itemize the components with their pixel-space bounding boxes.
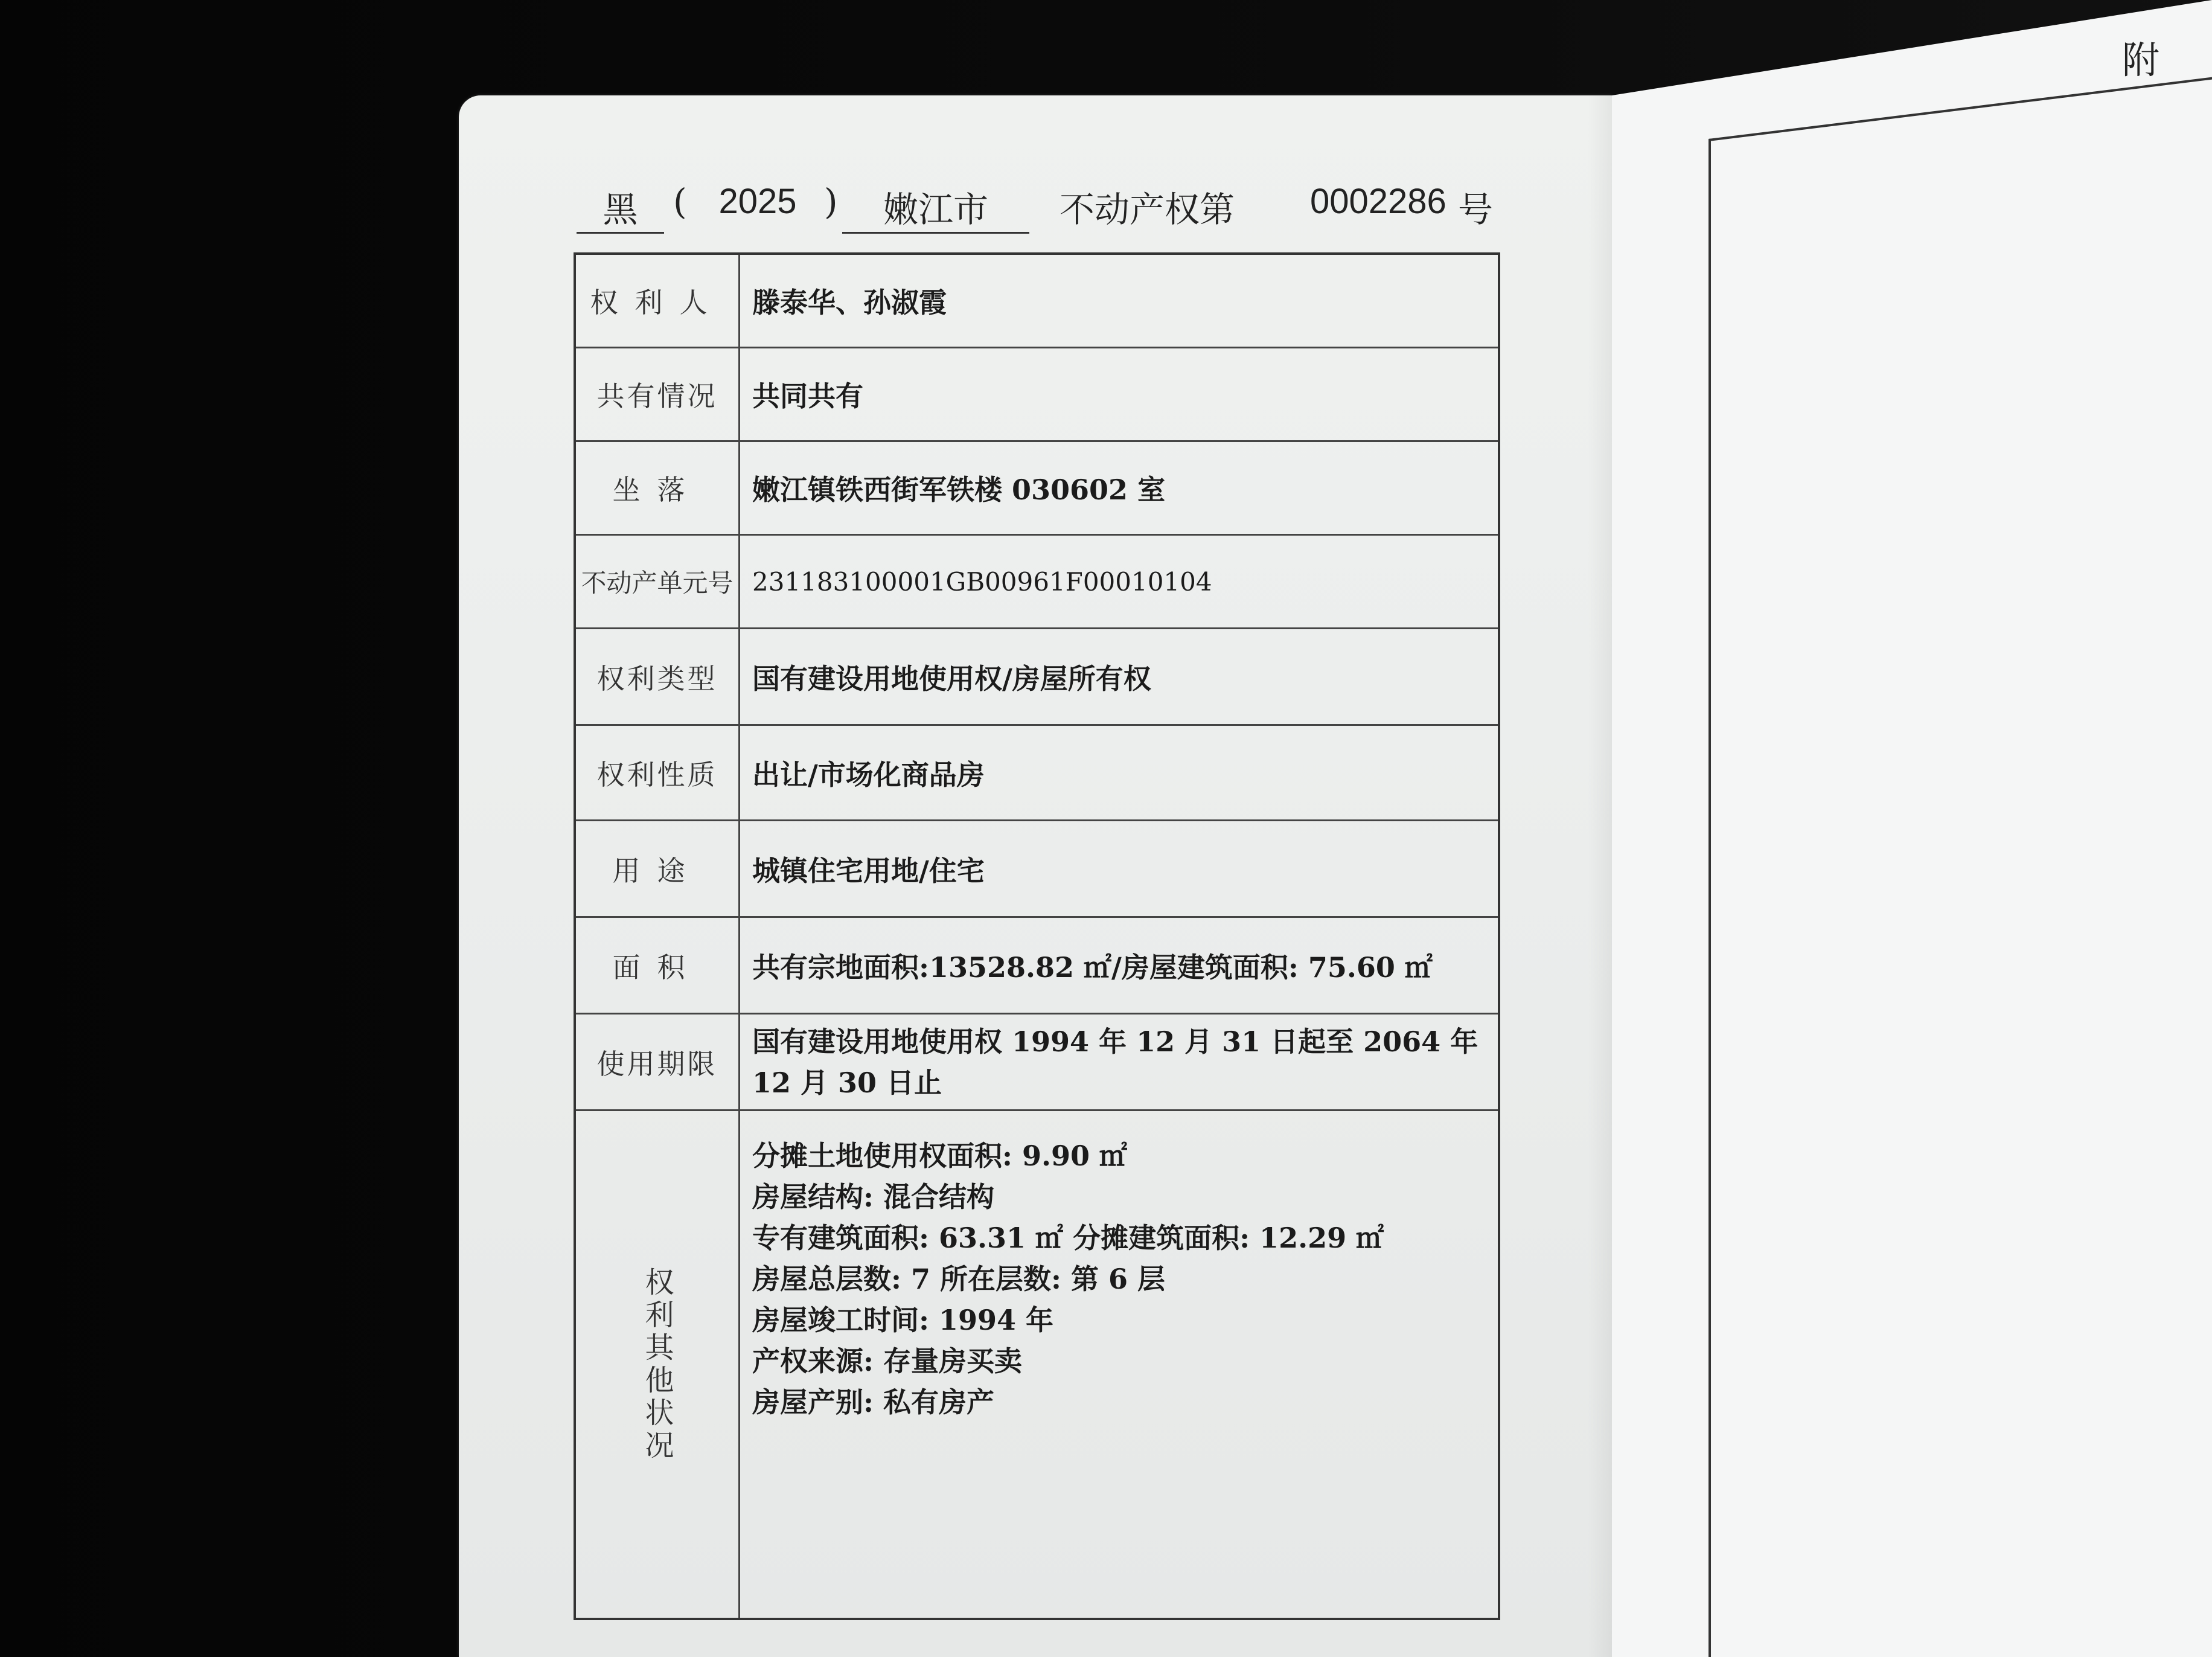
header-cert-number: 0002286 — [1310, 182, 1446, 221]
row-value: 231183100001GB00961F00010104 — [752, 566, 1212, 597]
row-label: 共有情况 — [576, 348, 740, 440]
row-value: 嫩江镇铁西街军铁楼 030602 室 — [752, 473, 1166, 506]
row-label: 权利其他状况 — [576, 1111, 740, 1618]
row-value: 滕泰华、孙淑霞 — [752, 286, 947, 319]
row-label: 用途 — [576, 821, 740, 916]
row-value: 国有建设用地使用权/房屋所有权 — [752, 662, 1151, 695]
row-right-type — [576, 629, 1498, 726]
row-value: 城镇住宅用地/住宅 — [752, 854, 985, 887]
row-label: 使用期限 — [576, 1014, 740, 1109]
row-value: 国有建设用地使用权 1994 年 12 月 31 日起至 2064 年 12 月 30 日止 — [752, 1025, 1478, 1099]
other-line: 房屋产别: 私有房产 — [752, 1386, 994, 1418]
right-page-corner-text: 附 — [2122, 38, 2160, 82]
row-co-ownership — [576, 348, 1498, 442]
row-label: 不动产单元号 — [576, 536, 740, 627]
other-line: 房屋总层数: 7 所在层数: 第 6 层 — [752, 1263, 1166, 1295]
row-unit-number — [576, 536, 1498, 629]
row-value: 出让/市场化商品房 — [752, 758, 985, 791]
row-label: 权利类型 — [576, 629, 740, 724]
header-paren-close: ) — [824, 181, 838, 222]
row-area — [576, 918, 1498, 1014]
other-line: 房屋竣工时间: 1994 年 — [752, 1304, 1054, 1336]
row-right-holder — [576, 255, 1498, 348]
row-location — [576, 442, 1498, 536]
row-label: 坐落 — [576, 442, 740, 534]
header-cert-text: 不动产权第 — [1060, 189, 1235, 230]
row-label: 权利人 — [576, 255, 740, 347]
row-usage — [576, 821, 1498, 918]
other-line: 房屋结构: 混合结构 — [752, 1181, 994, 1213]
other-line: 专有建筑面积: 63.31 ㎡ 分摊建筑面积: 12.29 ㎡ — [752, 1222, 1384, 1254]
property-table — [574, 252, 1500, 1620]
right-page-frame — [1709, 50, 2212, 1657]
row-label: 面积 — [576, 918, 740, 1013]
other-line: 产权来源: 存量房买卖 — [752, 1345, 1022, 1377]
other-line: 分摊土地使用权面积: 9.90 ㎡ — [752, 1139, 1128, 1172]
header-year: 2025 — [718, 182, 797, 221]
row-value: 共有宗地面积:13528.82 ㎡/房屋建筑面积: 75.60 ㎡ — [752, 950, 1433, 984]
row-label: 权利性质 — [576, 726, 740, 819]
header-suffix: 号 — [1458, 189, 1494, 230]
header-city: 嫩江市 — [842, 181, 1029, 234]
row-term — [576, 1014, 1498, 1111]
row-right-nature — [576, 726, 1498, 821]
row-other-conditions — [576, 1111, 1498, 1618]
header-province: 黑 — [577, 181, 664, 234]
header-paren-open: ( — [673, 181, 687, 222]
other-conditions-list — [752, 1135, 1384, 1423]
row-value: 共同共有 — [752, 380, 863, 412]
